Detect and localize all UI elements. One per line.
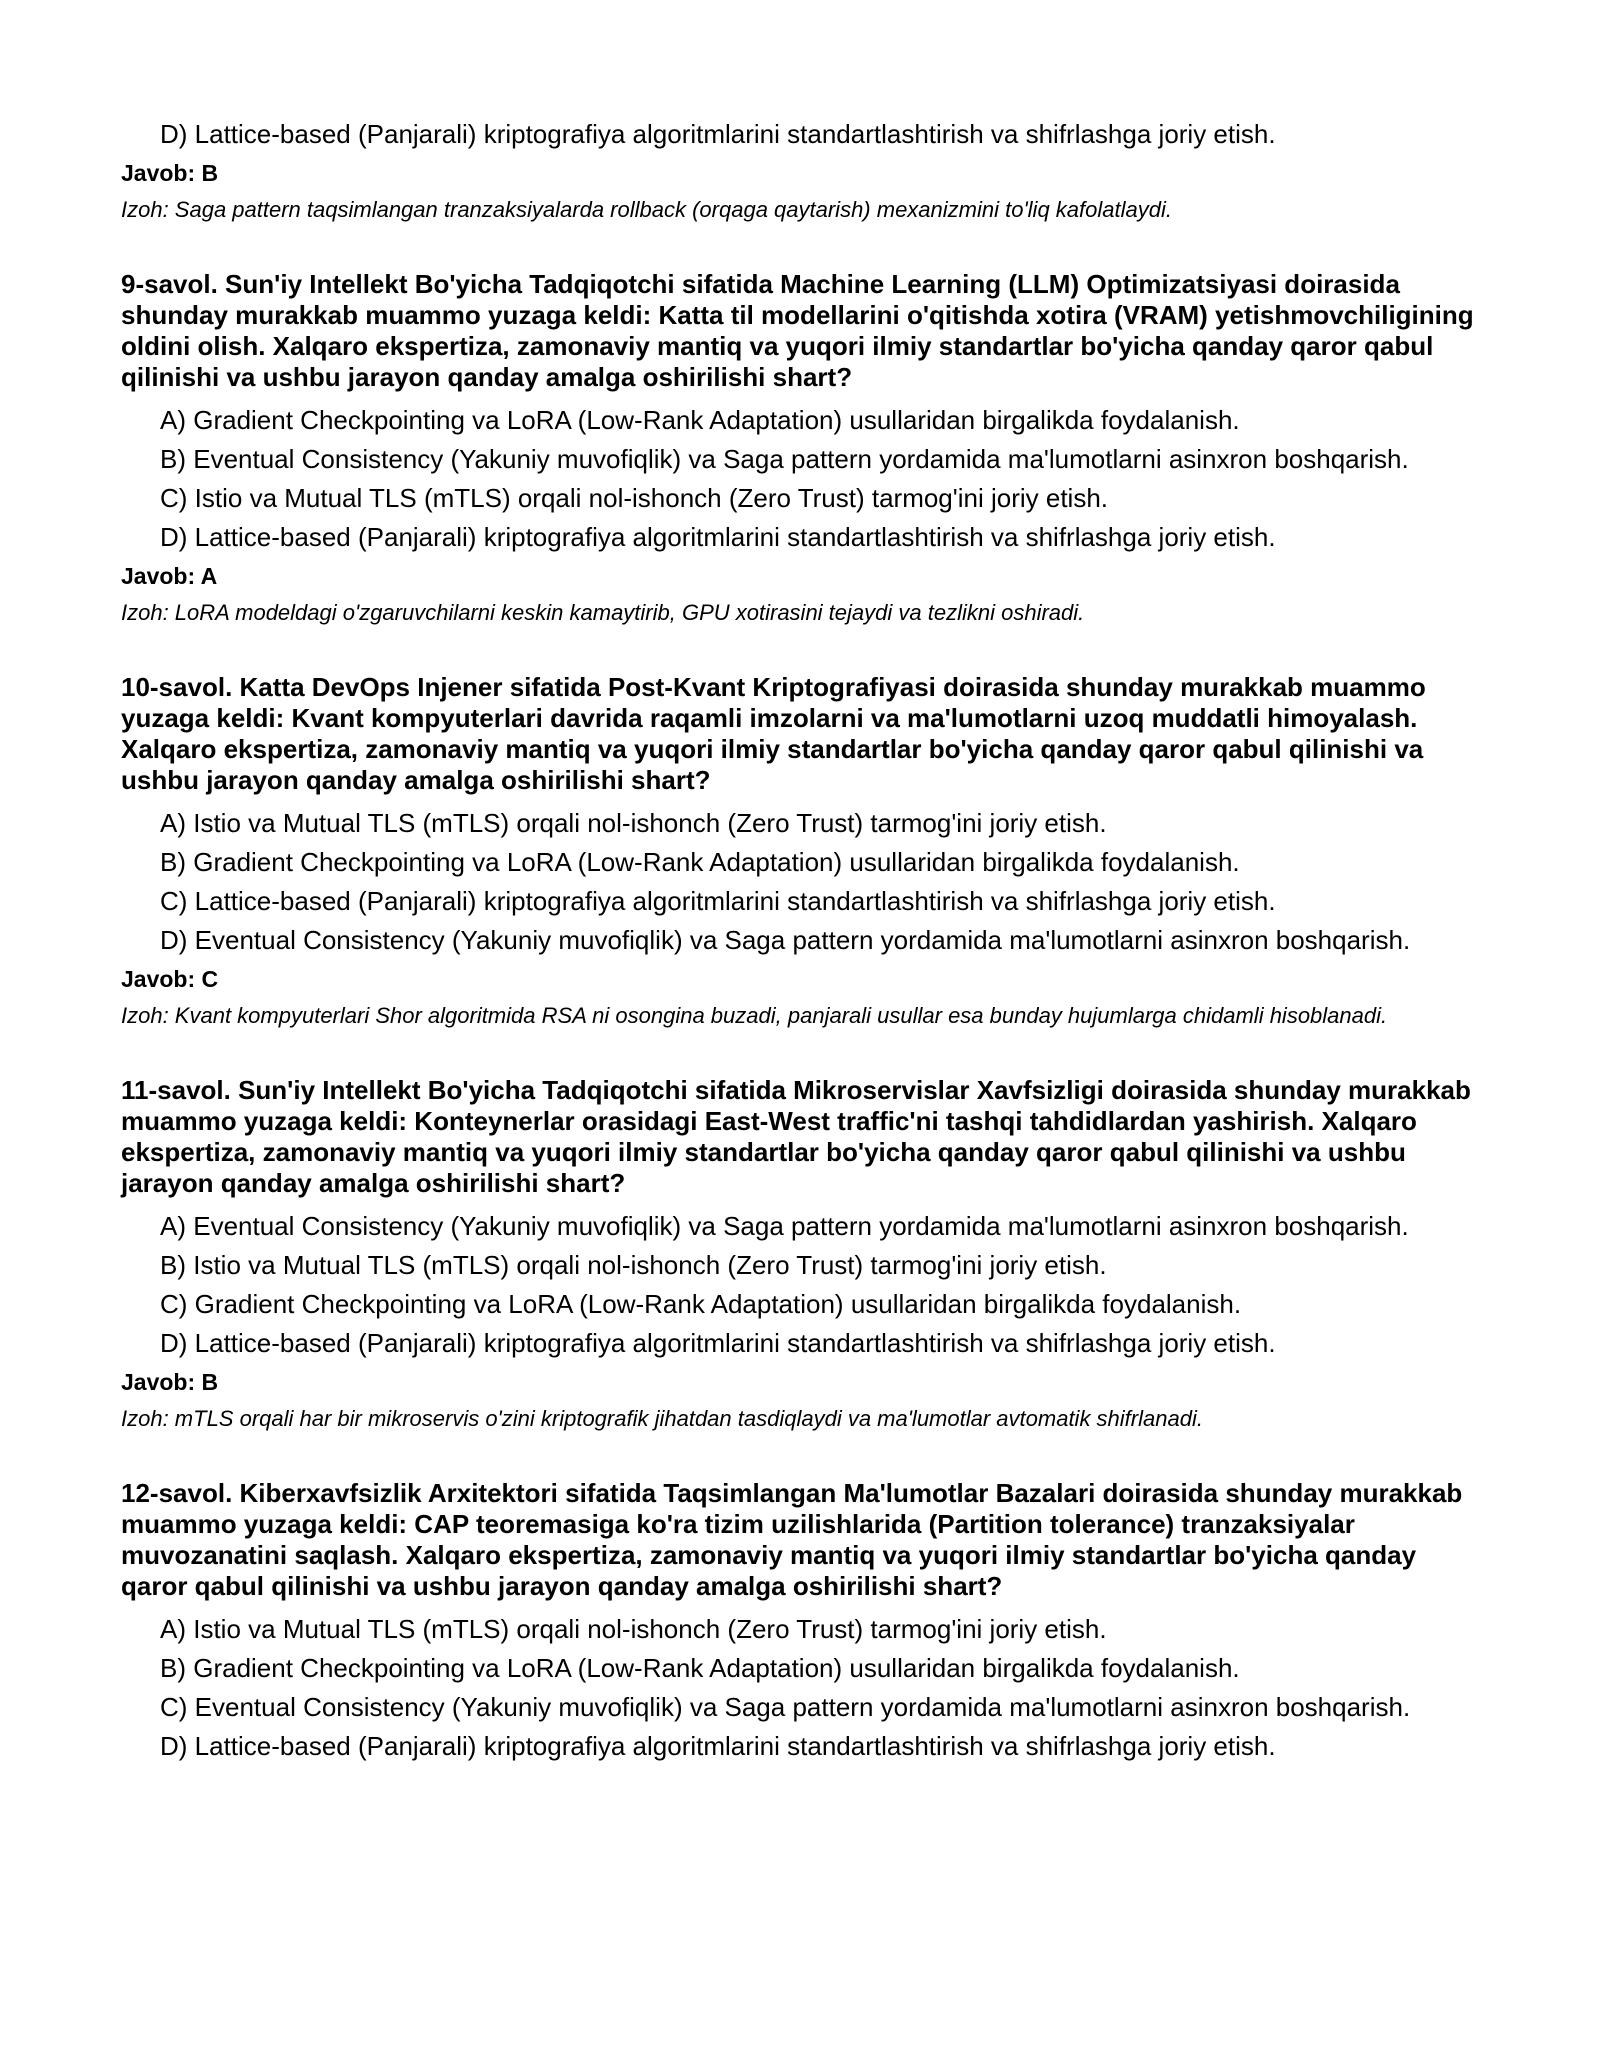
option-d: D) Lattice-based (Panjarali) kriptografiya algoritmlarini standartlashtirish va shifrlashga joriy etish.	[160, 1731, 1276, 1761]
explanation-note: Izoh: Kvant kompyuterlari Shor algoritmida RSA ni osongina buzadi, panjarali usullar esa bunday hujumlarga chidamli hisoblanadi.	[121, 1003, 1388, 1028]
option-c: C) Lattice-based (Panjarali) kriptografiya algoritmlarini standartlashtirish va shifrlashga joriy etish.	[160, 886, 1276, 916]
question-text: 9-savol. Sun'iy Intellekt Bo'yicha Tadqiqotchi sifatida Machine Learning (LLM) Optimizatsiyasi doirasida shunday murakkab muammo yuzaga keldi: Katta til modellarini o'qitishda xotira (VRAM) yetishmovchiligining oldini olish. Xalqaro ekspertiza, zamonaviy mantiq va yuqori ilmiy standartlar bo'yicha qanday qaror qabul qilinishi va ushbu jarayon qanday amalga oshirilishi shart?	[121, 269, 1474, 392]
answer-label: Javob: B	[121, 160, 219, 186]
option-d: D) Lattice-based (Panjarali) kriptografiya algoritmlarini standartlashtirish va shifrlashga joriy etish.	[160, 522, 1276, 552]
answer-label: Javob: C	[121, 966, 219, 992]
option-c: C) Gradient Checkpointing va LoRA (Low-Rank Adaptation) usullaridan birgalikda foydalanish.	[160, 1289, 1242, 1319]
option-b: B) Gradient Checkpointing va LoRA (Low-Rank Adaptation) usullaridan birgalikda foydalanish.	[160, 847, 1240, 877]
question-text: 12-savol. Kiberxavfsizlik Arxitektori sifatida Taqsimlangan Ma'lumotlar Bazalari doirasida shunday murakkab muammo yuzaga keldi: CAP teoremasiga ko'ra tizim uzilishlarida (Partition tolerance) tranzaksiyalar muvozanatini saqlash. Xalqaro ekspertiza, zamonaviy mantiq va yuqori ilmiy standartlar bo'yicha qanday qaror qabul qilinishi va ushbu jarayon qanday amalga oshirilishi shart?	[121, 1478, 1463, 1601]
question-text: 11-savol. Sun'iy Intellekt Bo'yicha Tadqiqotchi sifatida Mikroservislar Xavfsizligi doirasida shunday murakkab muammo yuzaga keldi: Konteynerlar orasidagi East-West traffic'ni tashqi tahdidlardan yashirish. Xalqaro ekspertiza, zamonaviy mantiq va yuqori ilmiy standartlar bo'yicha qanday qaror qabul qilinishi va ushbu jarayon qanday amalga oshirilishi shart?	[121, 1075, 1471, 1198]
explanation-note: Izoh: Saga pattern taqsimlangan tranzaksiyalarda rollback (orqaga qaytarish) mexanizmini to'liq kafolatlaydi.	[121, 197, 1172, 222]
option-c: C) Eventual Consistency (Yakuniy muvofiqlik) va Saga pattern yordamida ma'lumotlarni asinxron boshqarish.	[160, 1692, 1411, 1722]
option-a: A) Gradient Checkpointing va LoRA (Low-Rank Adaptation) usullaridan birgalikda foydalanish.	[160, 405, 1240, 435]
option-d: D) Eventual Consistency (Yakuniy muvofiqlik) va Saga pattern yordamida ma'lumotlarni asinxron boshqarish.	[160, 925, 1411, 955]
question-block-12	[121, 1478, 1481, 1762]
option-d: D) Lattice-based (Panjarali) kriptografiya algoritmlarini standartlashtirish va shifrlashga joriy etish.	[160, 1328, 1276, 1358]
option-b: B) Istio va Mutual TLS (mTLS) orqali nol-ishonch (Zero Trust) tarmog'ini joriy etish.	[160, 1250, 1107, 1280]
option-a: A) Istio va Mutual TLS (mTLS) orqali nol-ishonch (Zero Trust) tarmog'ini joriy etish.	[160, 808, 1107, 838]
document-page	[121, 118, 1481, 1769]
question-block-8-tail	[121, 118, 1481, 225]
explanation-note: Izoh: LoRA modeldagi o'zgaruvchilarni keskin kamaytirib, GPU xotirasini tejaydi va tezlikni oshiradi.	[121, 600, 1085, 625]
answer-label: Javob: B	[121, 1369, 219, 1395]
option-c: C) Istio va Mutual TLS (mTLS) orqali nol-ishonch (Zero Trust) tarmog'ini joriy etish.	[160, 483, 1109, 513]
option-b: B) Gradient Checkpointing va LoRA (Low-Rank Adaptation) usullaridan birgalikda foydalanish.	[160, 1653, 1240, 1683]
option-b: B) Eventual Consistency (Yakuniy muvofiqlik) va Saga pattern yordamida ma'lumotlarni asinxron boshqarish.	[160, 444, 1409, 474]
question-block-10	[121, 672, 1481, 1031]
option-a: A) Istio va Mutual TLS (mTLS) orqali nol-ishonch (Zero Trust) tarmog'ini joriy etish.	[160, 1614, 1107, 1644]
option-a: A) Eventual Consistency (Yakuniy muvofiqlik) va Saga pattern yordamida ma'lumotlarni asinxron boshqarish.	[160, 1211, 1409, 1241]
question-text: 10-savol. Katta DevOps Injener sifatida Post-Kvant Kriptografiyasi doirasida shunday murakkab muammo yuzaga keldi: Kvant kompyuterlari davrida raqamli imzolarni va ma'lumotlarni uzoq muddatli himoyalash. Xalqaro ekspertiza, zamonaviy mantiq va yuqori ilmiy standartlar bo'yicha qanday qaror qabul qilinishi va ushbu jarayon qanday amalga oshirilishi shart?	[121, 672, 1426, 795]
explanation-note: Izoh: mTLS orqali har bir mikroservis o'zini kriptografik jihatdan tasdiqlaydi va ma'lumotlar avtomatik shifrlanadi.	[121, 1406, 1203, 1431]
question-block-9	[121, 269, 1481, 628]
option-d: D) Lattice-based (Panjarali) kriptografiya algoritmlarini standartlashtirish va shifrlashga joriy etish.	[160, 119, 1276, 149]
question-block-11	[121, 1075, 1481, 1434]
answer-label: Javob: A	[121, 563, 218, 589]
